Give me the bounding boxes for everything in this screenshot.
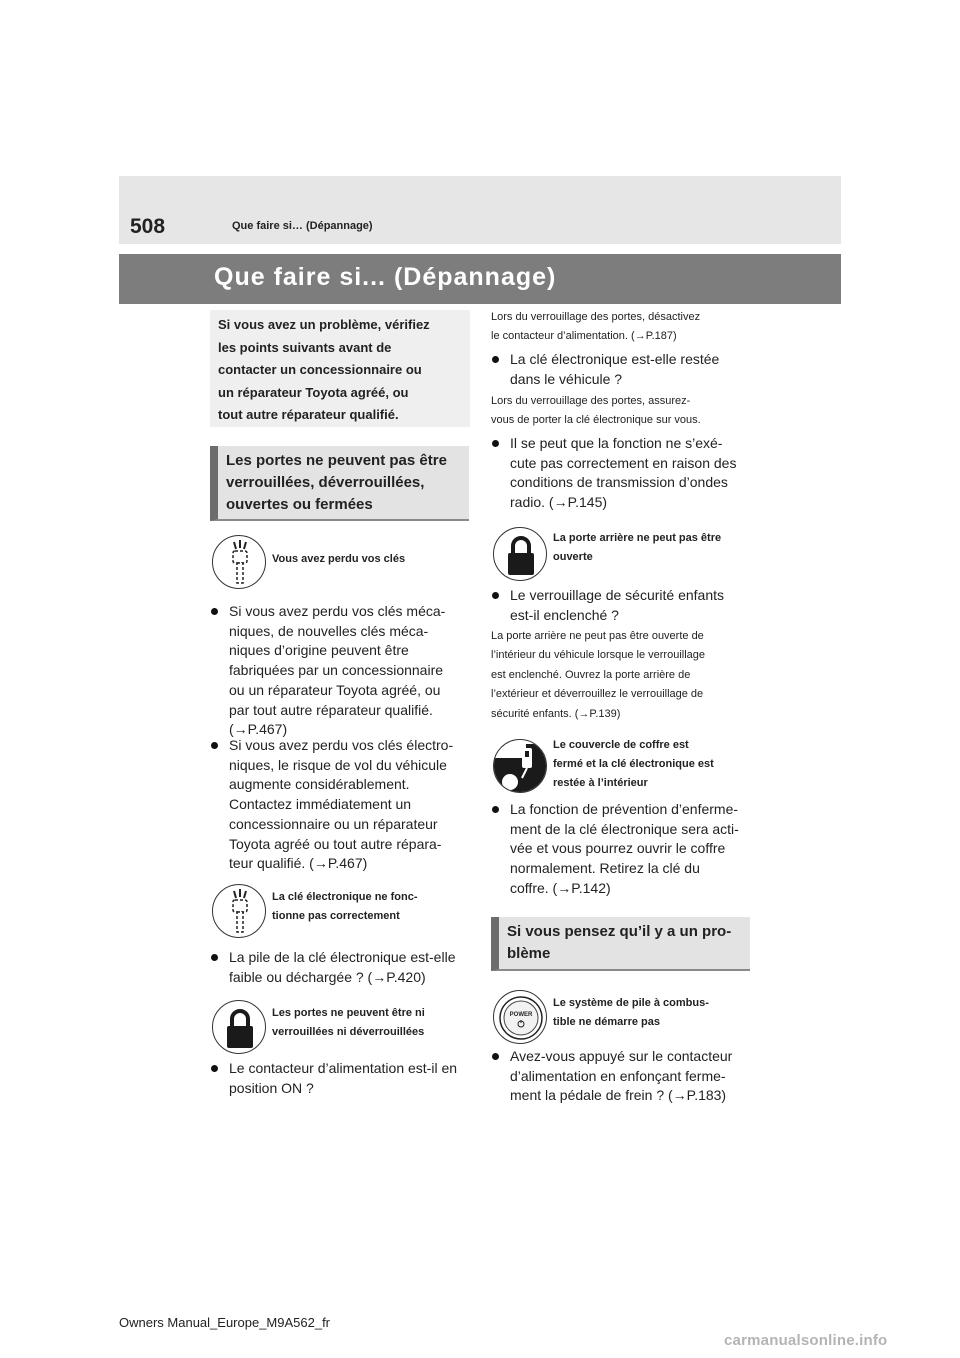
bullet-dot [211, 742, 218, 749]
bullet-line: Si vous avez perdu vos clés méca- [229, 603, 446, 619]
bullet-line: Avez-vous appuyé sur le contacteur [510, 1048, 733, 1064]
bullet-line: coffre. (→P.142) [510, 879, 611, 896]
bullet-dot [211, 954, 218, 961]
bullet-line: dans le véhicule ? [510, 370, 623, 387]
icon-caption-line: ouverte [553, 551, 593, 563]
bullet-line: La clé électronique est-elle restée [510, 351, 720, 367]
bullet-line: concessionnaire ou un réparateur [229, 815, 438, 832]
note-line: Lors du verrouillage des portes, désactivez [491, 311, 701, 323]
icon-caption-line: La porte arrière ne peut pas être [553, 532, 722, 544]
power-button-icon [493, 990, 547, 1044]
bullet-line: Toyota agréé ou tout autre répara- [229, 835, 442, 852]
bullet-dot [492, 806, 499, 813]
icon-caption-line: fermé et la clé électronique est [553, 758, 714, 770]
heading-line: Si vous pensez qu’il y a un pro- [507, 923, 732, 940]
note-text [491, 627, 753, 724]
watermark: carmanualsonline.info [724, 1332, 888, 1349]
bullet-line: est-il enclenché ? [510, 606, 619, 623]
list-item [491, 586, 753, 625]
bullet-line: La fonction de prévention d’enferme- [510, 801, 739, 817]
intro-line: tout autre réparateur qualifié. [218, 407, 399, 422]
icon-caption-line: Le système de pile à combus- [553, 997, 709, 1009]
note-line: Lors du verrouillage des portes, assurez- [491, 395, 691, 407]
icon-caption-line: Le couvercle de coffre est [553, 739, 689, 751]
intro-line: un réparateur Toyota agréé, ou [218, 384, 409, 400]
bullet-line: vée et vous pourrez ouvrir le coffre [510, 840, 726, 857]
page-number: 508 [130, 215, 166, 238]
bullet-line: radio. (→P.145) [510, 494, 608, 511]
key-icon [212, 884, 266, 938]
intro-line: Si vous avez un problème, vérifiez [218, 317, 430, 332]
bullet-line: ment la pédale de frein ? (→P.183) [510, 1087, 727, 1104]
bullet-dot [492, 356, 499, 363]
bullet-line: niques, de nouvelles clés méca- [229, 622, 429, 639]
bullet-line: ment de la clé électronique sera acti- [510, 820, 739, 837]
lock-icon [493, 527, 547, 581]
lock-icon [212, 1000, 266, 1054]
note-line: est enclenché. Ouvrez la porte arrière de [491, 668, 691, 681]
bullet-dot [492, 440, 499, 447]
bullet-line: conditions de transmission d’ondes [510, 474, 728, 491]
note-line: vous de porter la clé électronique sur vous. [491, 414, 701, 427]
icon-row-lost-keys [212, 535, 470, 591]
icon-row-key-malfunction [212, 884, 470, 940]
note-line: l’extérieur et déverrouillez le verrouillage de [491, 688, 704, 701]
bullet-line: La pile de la clé électronique est-elle [229, 949, 456, 965]
heading-line: verrouillées, déverrouillées, [226, 474, 425, 491]
icon-row-doors-lock [212, 1000, 470, 1056]
bullet-line: Il se peut que la fonction ne s’exé- [510, 435, 723, 451]
heading-line: ouvertes ou fermées [226, 496, 373, 513]
note-line: le contacteur d’alimentation. (→P.187) [491, 330, 677, 343]
list-item [491, 1047, 753, 1106]
list-item [210, 602, 472, 740]
note-line: l’intérieur du véhicule lorsque le verrouillage [491, 649, 706, 662]
list-item [210, 948, 472, 987]
icon-caption-line: verrouillées ni déverrouillées [272, 1026, 425, 1038]
bullet-line: Le verrouillage de sécurité enfants [510, 587, 725, 603]
power-label: POWER [509, 1012, 533, 1018]
bullet-dot [211, 608, 218, 615]
note-line: La porte arrière ne peut pas être ouverte de [491, 630, 704, 642]
footer-text: Owners Manual_Europe_M9A562_fr [119, 1315, 331, 1330]
page-title: Que faire si... (Dépannage) [214, 263, 557, 291]
bullet-line: teur qualifié. (→P.467) [229, 855, 368, 872]
section-heading-problem [491, 917, 750, 971]
icon-caption-line: restée à l’intérieur [553, 777, 648, 789]
note-line: sécurité enfants. (→P.139) [491, 707, 621, 720]
icon-caption-line: tible ne démarre pas [553, 1016, 660, 1028]
page-header-band [119, 176, 841, 244]
heading-line: blème [507, 945, 551, 962]
bullet-line: d’alimentation en enfonçant ferme- [510, 1067, 726, 1084]
bullet-line: niques d’origine peuvent être [229, 642, 409, 659]
icon-row-power [493, 990, 751, 1046]
icon-caption-line: tionne pas correctement [272, 910, 400, 922]
note-text [491, 308, 751, 347]
bullet-line: augmente considérablement. [229, 776, 410, 793]
trunk-key-icon [493, 739, 547, 793]
bullet-line: (→P.467) [229, 721, 288, 738]
bullet-line: ou un réparateur Toyota agréé, ou [229, 681, 441, 698]
bullet-line: faible ou déchargée ? (→P.420) [229, 968, 426, 985]
bullet-line: Le contacteur d’alimentation est-il en [229, 1060, 458, 1076]
icon-row-rear-door [493, 527, 751, 583]
bullet-line: position ON ? [229, 1079, 314, 1096]
intro-box [210, 310, 470, 427]
icon-caption-line: Les portes ne peuvent être ni [272, 1007, 425, 1019]
list-item [210, 736, 472, 874]
bullet-line: normalement. Retirez la clé du [510, 860, 700, 877]
heading-line: Les portes ne peuvent pas être [226, 452, 447, 469]
key-icon [212, 535, 266, 589]
icon-row-trunk [493, 736, 751, 796]
bullet-line: par tout autre réparateur qualifié. [229, 701, 433, 718]
section-heading-doors [210, 446, 469, 521]
list-item [491, 434, 753, 513]
bullet-dot [211, 1065, 218, 1072]
bullet-dot [492, 592, 499, 599]
icon-caption-line: Vous avez perdu vos clés [272, 553, 406, 565]
bullet-dot [492, 1053, 499, 1060]
list-item [491, 350, 753, 389]
list-item [210, 1059, 472, 1098]
note-text [491, 392, 751, 431]
intro-line: contacter un concessionnaire ou [218, 362, 422, 377]
list-item [491, 800, 753, 899]
intro-line: les points suivants avant de [218, 339, 392, 355]
bullet-line: cute pas correctement en raison des [510, 454, 737, 471]
bullet-line: fabriquées par un concessionnaire [229, 662, 444, 679]
bullet-line: Contactez immédiatement un [229, 796, 412, 813]
section-label: Que faire si… (Dépannage) [232, 220, 373, 232]
bullet-line: niques, le risque de vol du véhicule [229, 756, 447, 773]
bullet-line: Si vous avez perdu vos clés électro- [229, 737, 454, 753]
icon-caption-line: La clé électronique ne fonc- [272, 891, 418, 903]
